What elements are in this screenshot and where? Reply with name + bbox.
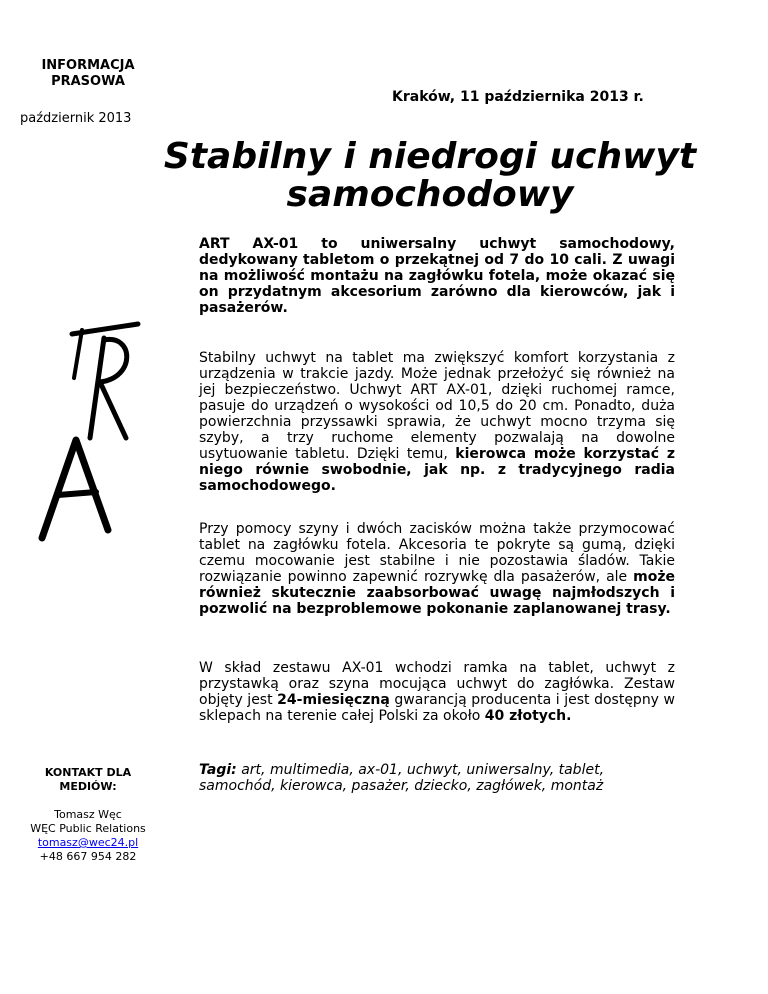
paragraph-bold: kierowca może korzystać z niego równie swobodnie, jak np. z tradycyjnego radia samochodowego. xyxy=(199,446,675,494)
paragraph-set-contents xyxy=(199,660,675,724)
contact-phone: +48 667 954 282 xyxy=(39,850,137,863)
contact-email-link[interactable]: tomasz@wec24.pl xyxy=(37,836,139,849)
warranty-bold: 24-miesięczną xyxy=(277,692,390,708)
paragraph-text: Stabilny uchwyt na tablet ma zwiększyć komfort korzystania z urządzenia w trakcie jazdy. Może jednak przełożyć się również na jej bezpieczeństwo. Uchwyt ART AX-01, dzięki ruchomej ramce, pasuje do urządzeń o wysokości od 10,5 do 20 cm. Ponadto, duża powierzchnia przyssawki sprawia, że uchwyt mocno trzyma się szyby, a trzy ruchome elementy pozwalają na dowolne usytuowanie tabletu. Dzięki temu, xyxy=(199,350,675,462)
press-release-label: INFORMACJA PRASOWA xyxy=(41,58,135,89)
art-logo-icon xyxy=(30,320,150,550)
contact-name: Tomasz Węc xyxy=(54,808,122,821)
paragraph-text: W skład zestawu AX-01 wchodzi ramka na tablet, uchwyt z przystawką oraz szyna mocująca uchwyt do zagłówka. Zestaw objęty jest xyxy=(199,660,675,708)
price-bold: 40 złotych. xyxy=(484,708,572,724)
contact-heading: KONTAKT DLA MEDIÓW: xyxy=(44,766,132,793)
tags-line xyxy=(199,762,675,794)
paragraph-holder-features xyxy=(199,350,675,494)
place-date: Kraków, 11 października 2013 r. xyxy=(392,89,644,105)
paragraph-headrest xyxy=(199,521,675,617)
paragraph-text: gwarancją producenta i jest dostępny w sklepach na terenie całej Polski za około xyxy=(199,692,675,724)
media-contact xyxy=(20,766,156,864)
release-month: październik 2013 xyxy=(20,111,132,126)
paragraph-bold: może również skutecznie zaabsorbować uwagę najmłodszych i pozwolić na bezproblemowe pokonanie zaplanowanej trasy. xyxy=(199,569,675,617)
lead-paragraph: ART AX-01 to uniwersalny uchwyt samochodowy, dedykowany tabletom o przekątnej od 7 do 10 cali. Z uwagi na możliwość montażu na zagłówku fotela, może okazać się on przydatnym akcesorium zarówno dla kierowców, jak i pasażerów. xyxy=(199,236,675,316)
tags-list: art, multimedia, ax-01, uchwyt, uniwersalny, tablet, samochód, kierowca, pasażer, dziecko, zagłówek, montaż xyxy=(199,762,605,794)
page-title: Stabilny i niedrogi uchwyt samochodowy xyxy=(163,136,697,215)
tags-label: Tagi: xyxy=(199,762,237,778)
contact-company: WĘC Public Relations xyxy=(30,822,146,835)
paragraph-text: Przy pomocy szyny i dwóch zacisków można także przymocować tablet na zagłówku fotela. Akcesoria te pokryte są gumą, dzięki czemu mocowanie jest stabilne i nie pozostawia śladów. Takie rozwiązanie powinno zapewnić rozrywkę dla pasażerów, ale xyxy=(199,521,675,585)
art-logo-svg xyxy=(30,320,150,550)
